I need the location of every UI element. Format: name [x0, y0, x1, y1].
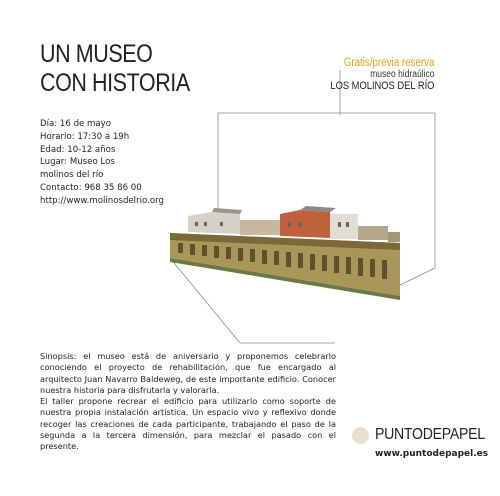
museum-name: LOS MOLINOS DEL RÍO [329, 80, 434, 92]
info-contact: Contacto: 968 35 86 00 [40, 182, 142, 193]
museum-type: museo hidraúlico [369, 69, 434, 80]
info-age: Edad: 10-12 años [40, 144, 116, 155]
brand-url[interactable]: www.puntodepapel.es [375, 449, 489, 459]
info-date: Día: 16 de mayo [40, 119, 112, 129]
brand-dot-icon [352, 427, 369, 444]
title-line-2: CON HISTORIA [40, 69, 190, 97]
title-line-1: UN MUSEO [40, 40, 153, 68]
synopsis-paragraph-1: Sinopsis: el museo está de aniversario y proponemos celebrarlo conociendo el proyecto de rehabilitación, que fue encargado al arquitecto Juan Navarro Baldeweg, de este importante edificio. Conocer nuestra historia para disfrutarla y valorarla. [40, 351, 336, 395]
info-schedule: Horario: 17:30 a 19h [40, 131, 130, 142]
synopsis-paragraph-2: El taller propone recrear el edificio para utilizarlo como soporte de nuestra propia instalación artística. Un espacio vivo y reflexivo donde recoger las creaciones de cada participante, trabajando el paso de la segunda a la tercera dimensión, para mezclar el pasado con el presente. [40, 396, 336, 452]
free-booking-label: Gratis/previa reserva [343, 57, 434, 69]
info-place-cont: molinos del río [40, 170, 104, 181]
brand-name: PUNTODEPAPEL [375, 426, 485, 443]
promo-box [312, 57, 434, 92]
brand-logo [352, 426, 500, 444]
info-place: Lugar: Museo Los [40, 157, 115, 168]
synopsis [40, 351, 336, 453]
info-website[interactable]: http://www.molinosdelrio.org [40, 195, 164, 206]
